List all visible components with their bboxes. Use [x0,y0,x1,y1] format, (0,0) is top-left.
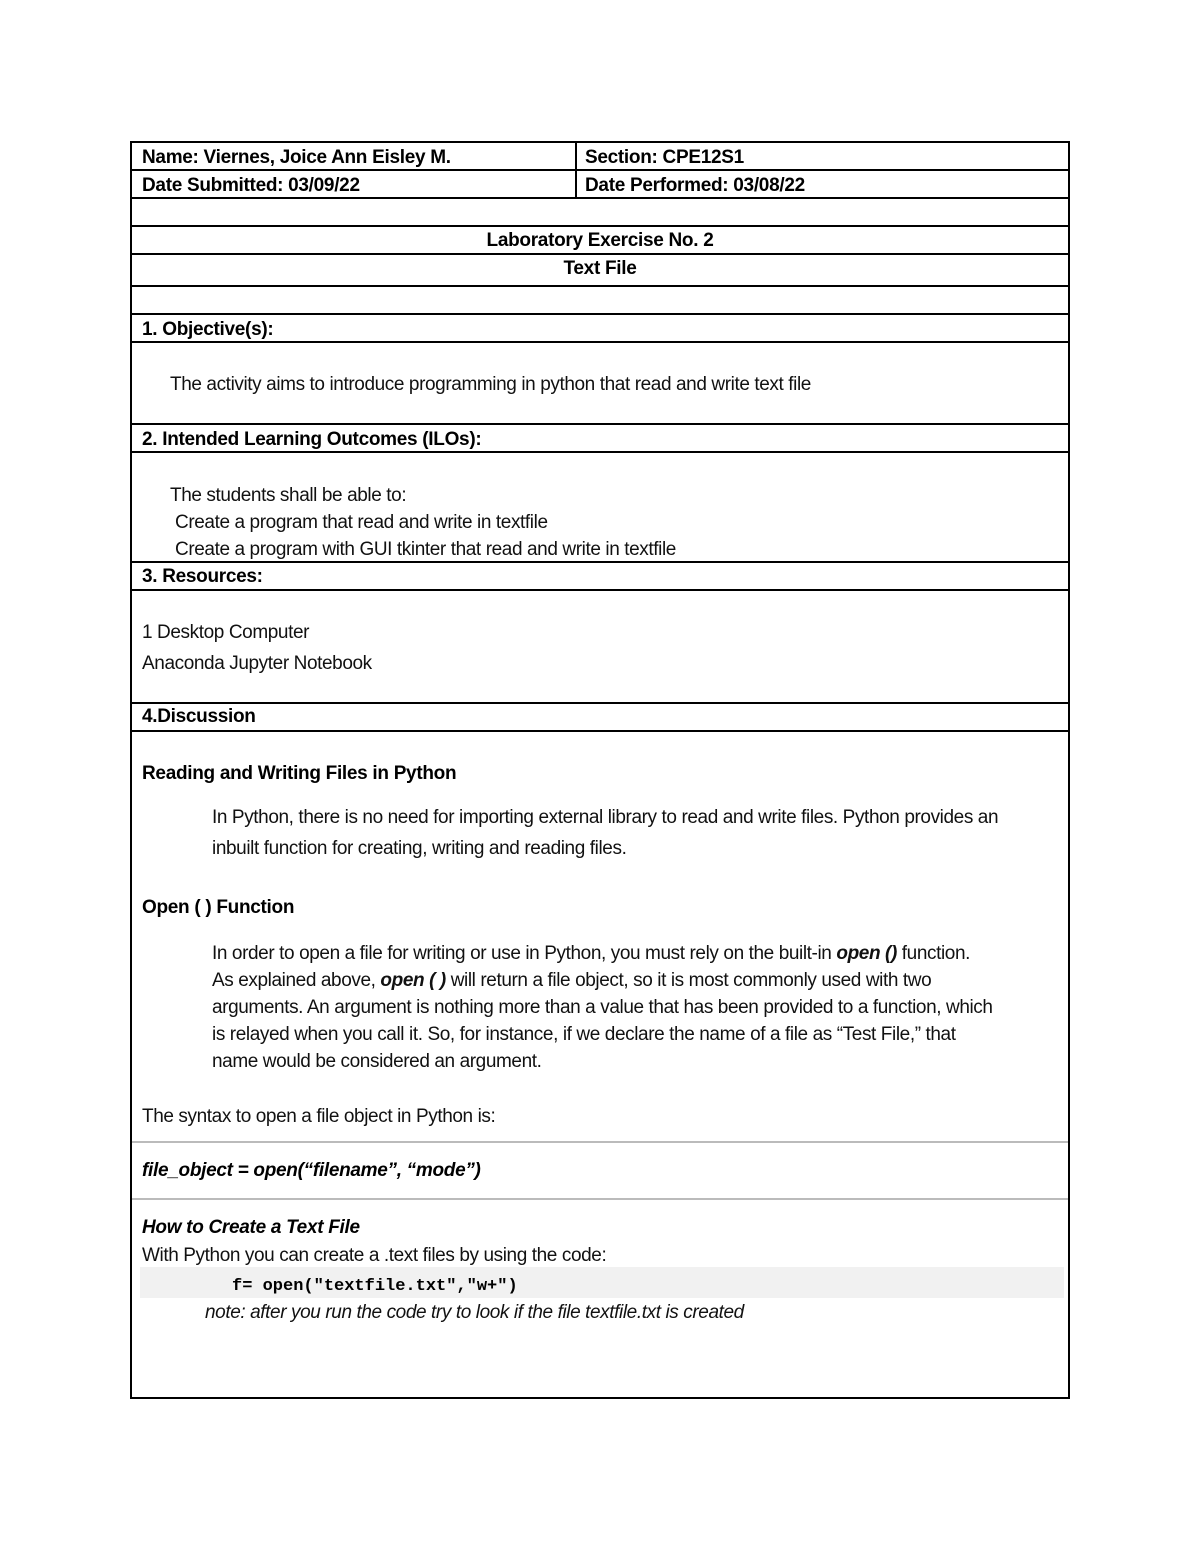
divider [132,730,1068,732]
syntax-intro: The syntax to open a file object in Python is: [142,1106,496,1127]
divider [132,589,1068,591]
paragraph-line: is relayed when you call it. So, for instance, if we declare the name of a file as “Test File,” that [212,1024,956,1045]
divider [132,423,1068,425]
exercise-topic: Text File [563,258,637,279]
ilos-intro: The students shall be able to: [170,485,407,506]
reading-writing-subheading: Reading and Writing Files in Python [142,763,457,784]
student-name: Name: Viernes, Joice Ann Eisley M. [142,147,451,168]
divider [132,451,1068,453]
syntax-line: file_object = open(“filename”, “mode”) [142,1160,481,1181]
code-line: f= open("textfile.txt","w+") [232,1277,518,1296]
lab-report-sheet [130,141,1070,1399]
exercise-title: Laboratory Exercise No. 2 [486,230,714,251]
ilo-item: Create a program that read and write in textfile [175,512,548,533]
header-column-divider [575,143,577,199]
objectives-heading: 1. Objective(s): [142,319,274,340]
divider [132,225,1068,227]
date-performed: Date Performed: 03/08/22 [585,175,805,196]
ilo-item: Create a program with GUI tkinter that read and write in textfile [175,539,676,560]
divider [132,341,1068,343]
paragraph-line: In order to open a file for writing or use in Python, you must rely on the built-in open () function. [212,943,970,964]
divider [132,1141,1068,1143]
divider [132,702,1068,704]
code-note: note: after you run the code try to look if the file textfile.txt is created [205,1302,744,1323]
paragraph-line: name would be considered an argument. [212,1051,542,1072]
paragraph-line: In Python, there is no need for importing external library to read and write files. Python provides an [212,807,999,828]
create-text: With Python you can create a .text files by using the code: [142,1245,607,1266]
divider [132,169,1068,171]
date-submitted: Date Submitted: 03/09/22 [142,175,360,196]
paragraph-line: As explained above, open ( ) will return a file object, so it is most commonly used with two [212,970,932,991]
open-function-emphasis: open ( ) [380,970,446,991]
divider [132,313,1068,315]
divider [132,197,1068,199]
paragraph-line: arguments. An argument is nothing more than a value that has been provided to a function, which [212,997,993,1018]
ilos-heading: 2. Intended Learning Outcomes (ILOs): [142,429,482,450]
open-function-emphasis: open () [836,943,897,964]
discussion-heading: 4.Discussion [142,706,256,727]
resources-heading: 3. Resources: [142,566,263,587]
divider [132,561,1068,563]
objectives-text: The activity aims to introduce programming in python that read and write text file [170,374,811,395]
resource-item: Anaconda Jupyter Notebook [142,653,372,674]
create-text-file-subheading: How to Create a Text File [142,1217,360,1238]
divider [132,1198,1068,1200]
section: Section: CPE12S1 [585,147,744,168]
divider [132,285,1068,287]
open-function-subheading: Open ( ) Function [142,897,295,918]
paragraph-line: inbuilt function for creating, writing and reading files. [212,838,627,859]
resource-item: 1 Desktop Computer [142,622,310,643]
divider [132,253,1068,255]
